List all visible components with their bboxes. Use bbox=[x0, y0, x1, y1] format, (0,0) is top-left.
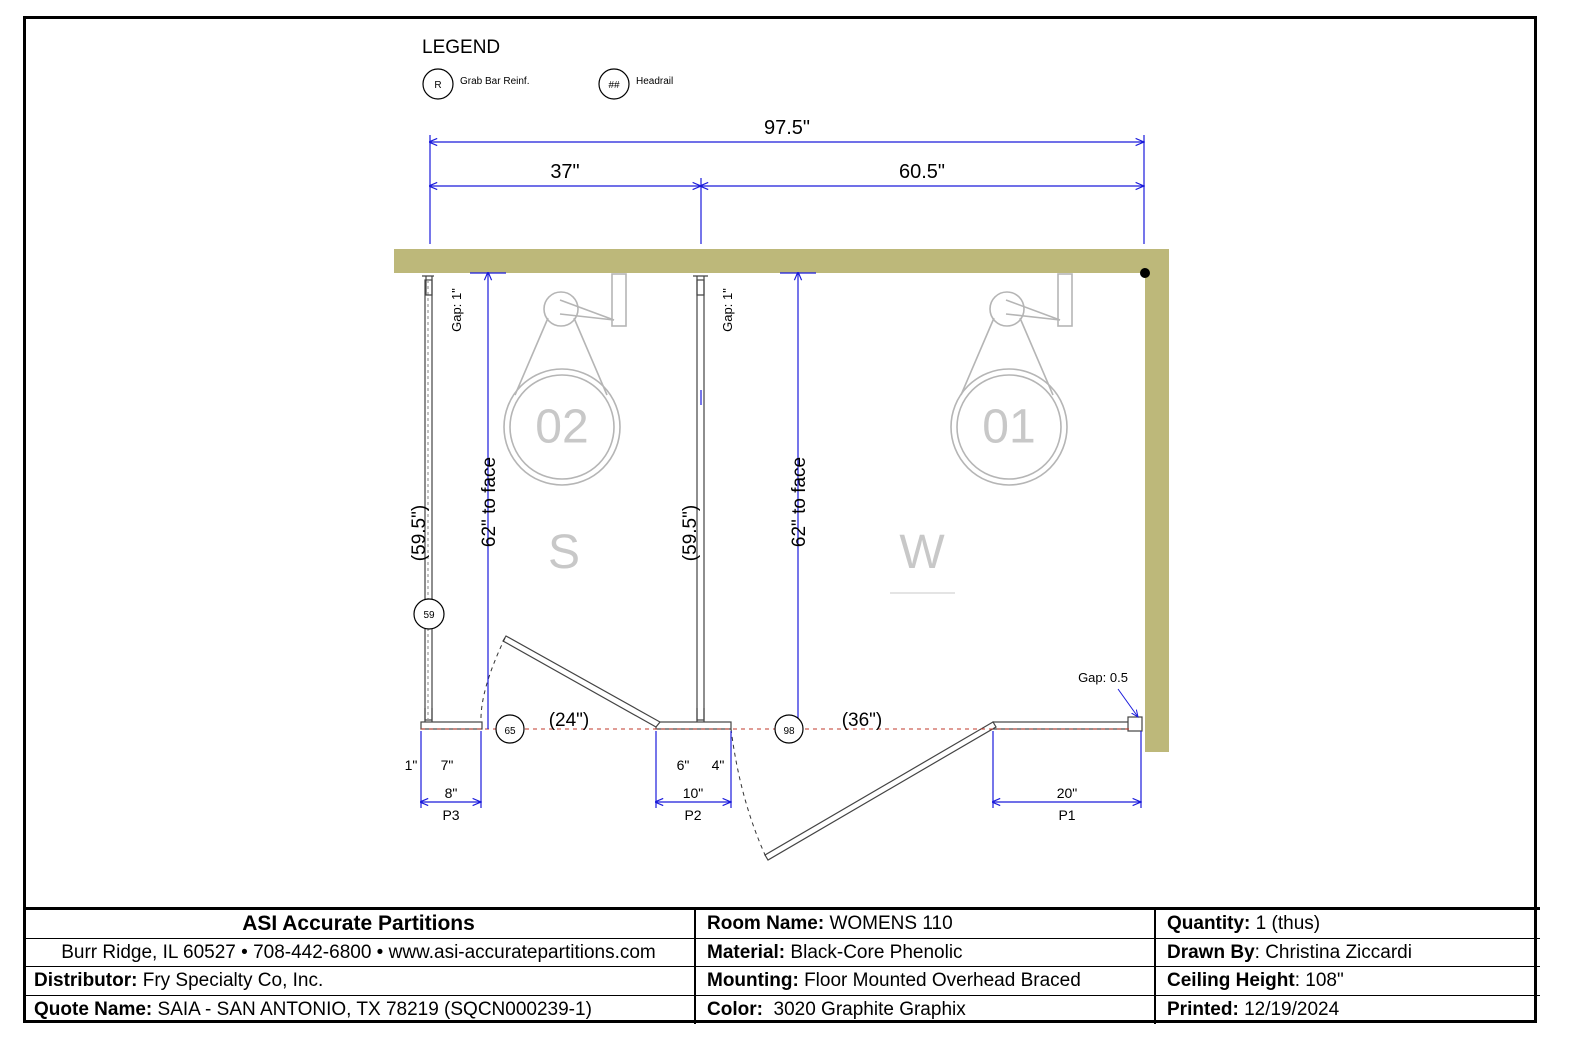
material-label: Material: bbox=[707, 941, 786, 963]
drawn-by-value: : Christina Ziccardi bbox=[1254, 941, 1412, 963]
p1-label: P1 bbox=[1058, 807, 1076, 823]
door-left-swing bbox=[481, 638, 505, 722]
quantity-value: 1 (thus) bbox=[1255, 913, 1321, 934]
door-left-width-label: (24") bbox=[548, 710, 590, 731]
stall-number-01: 01 bbox=[982, 400, 1036, 454]
vertical-dimensions bbox=[470, 273, 816, 729]
p2-width-b-label: 4" bbox=[711, 757, 725, 773]
p3-offset-label: 1" bbox=[404, 757, 418, 773]
mounting-row bbox=[696, 967, 1154, 996]
panel-left-length-label: (59.5") bbox=[409, 504, 430, 562]
door-right bbox=[765, 722, 996, 860]
room-row bbox=[696, 910, 1154, 939]
left-span-label: 37" bbox=[550, 161, 580, 183]
material-value: Black-Core Phenolic bbox=[790, 941, 963, 963]
color-row bbox=[696, 996, 1154, 1025]
gap-left-label: Gap: 1" bbox=[449, 288, 464, 332]
quantity-row bbox=[1156, 910, 1540, 939]
p2-label: P2 bbox=[684, 807, 702, 823]
room-value: WOMENS 110 bbox=[829, 913, 953, 934]
overall-width-label: 97.5" bbox=[763, 117, 811, 139]
distributor-row bbox=[23, 967, 694, 996]
drawn-by-label: Drawn By bbox=[1167, 941, 1255, 963]
legend-label-headrail: Headrail bbox=[636, 76, 674, 87]
to-face-left-label: 62" to face bbox=[479, 456, 500, 548]
company-address: Burr Ridge, IL 60527 • 708-442-6800 • www.asi-accuratepartitions.com bbox=[61, 941, 656, 963]
stall-type-w: W bbox=[899, 526, 945, 579]
legend-title: LEGEND bbox=[422, 37, 501, 58]
to-face-right-label: 62" to face bbox=[789, 456, 810, 548]
marker-98: 98 bbox=[783, 726, 795, 737]
gap-right-label: Gap: 0.5 bbox=[1078, 670, 1128, 685]
gap-middle-label: Gap: 1" bbox=[720, 288, 735, 332]
back-wall bbox=[394, 249, 1169, 273]
pilaster-dimensions bbox=[421, 731, 1141, 808]
panel-middle bbox=[697, 280, 704, 720]
company-row bbox=[23, 910, 694, 939]
material-row bbox=[696, 939, 1154, 968]
quantity-label: Quantity: bbox=[1167, 913, 1251, 934]
p3-width-a-label: 7" bbox=[440, 757, 454, 773]
room-label: Room Name: bbox=[707, 913, 825, 934]
door-right-width-label: (36") bbox=[841, 710, 883, 731]
mounting-value: Floor Mounted Overhead Braced bbox=[804, 970, 1081, 991]
legend-symbol-headrail: ## bbox=[608, 80, 620, 91]
stall-type-s: S bbox=[547, 526, 581, 579]
pilaster-p3 bbox=[421, 722, 482, 729]
p3-total-label: 8" bbox=[444, 785, 458, 801]
quote-row bbox=[23, 996, 694, 1025]
stall-number-02: 02 bbox=[535, 400, 589, 454]
p1-total-label: 20" bbox=[1056, 785, 1078, 801]
ceiling-label: Ceiling Height bbox=[1167, 970, 1295, 991]
legend-symbol-grab-bar: R bbox=[434, 80, 442, 91]
marker-59: 59 bbox=[423, 610, 435, 621]
address-row bbox=[23, 939, 694, 968]
ceiling-value: : 108" bbox=[1294, 970, 1344, 991]
company-name: ASI Accurate Partitions bbox=[242, 912, 475, 935]
top-dimensions bbox=[430, 135, 1144, 244]
mounting-label: Mounting: bbox=[707, 970, 799, 991]
title-block bbox=[23, 907, 1540, 1024]
distributor-label: Distributor: bbox=[34, 970, 138, 991]
right-span-label: 60.5" bbox=[898, 161, 946, 183]
wall-bracket bbox=[1128, 717, 1142, 731]
printed-label: Printed: bbox=[1167, 998, 1239, 1020]
pilaster-p1 bbox=[993, 722, 1133, 729]
distributor-value: Fry Specialty Co, Inc. bbox=[142, 970, 324, 991]
printed-value: 12/19/2024 bbox=[1244, 998, 1340, 1020]
p2-total-label: 10" bbox=[682, 785, 704, 801]
ceiling-row bbox=[1156, 967, 1540, 996]
pilaster-p2 bbox=[656, 722, 731, 729]
corner-post-dot bbox=[1140, 268, 1150, 278]
color-value: 3020 Graphite Graphix bbox=[773, 998, 966, 1020]
door-right-swing bbox=[731, 729, 766, 857]
p2-width-a-label: 6" bbox=[676, 757, 690, 773]
title-block-company-column bbox=[23, 910, 696, 1024]
quote-label: Quote Name: bbox=[34, 998, 153, 1020]
p3-label: P3 bbox=[442, 807, 460, 823]
legend-label-grab-bar: Grab Bar Reinf. bbox=[460, 76, 530, 87]
gap-right-leader bbox=[1118, 689, 1138, 717]
marker-65: 65 bbox=[504, 726, 516, 737]
quote-value: SAIA - SAN ANTONIO, TX 78219 (SQCN000239-1) bbox=[157, 998, 592, 1020]
title-block-spec-column bbox=[696, 910, 1156, 1024]
color-label: Color: bbox=[707, 998, 763, 1020]
drawn-by-row bbox=[1156, 939, 1540, 968]
title-block-meta-column bbox=[1156, 910, 1540, 1024]
legend bbox=[422, 37, 673, 99]
side-wall bbox=[1145, 249, 1169, 752]
printed-row bbox=[1156, 996, 1540, 1025]
panel-middle-length-label: (59.5") bbox=[680, 504, 701, 562]
